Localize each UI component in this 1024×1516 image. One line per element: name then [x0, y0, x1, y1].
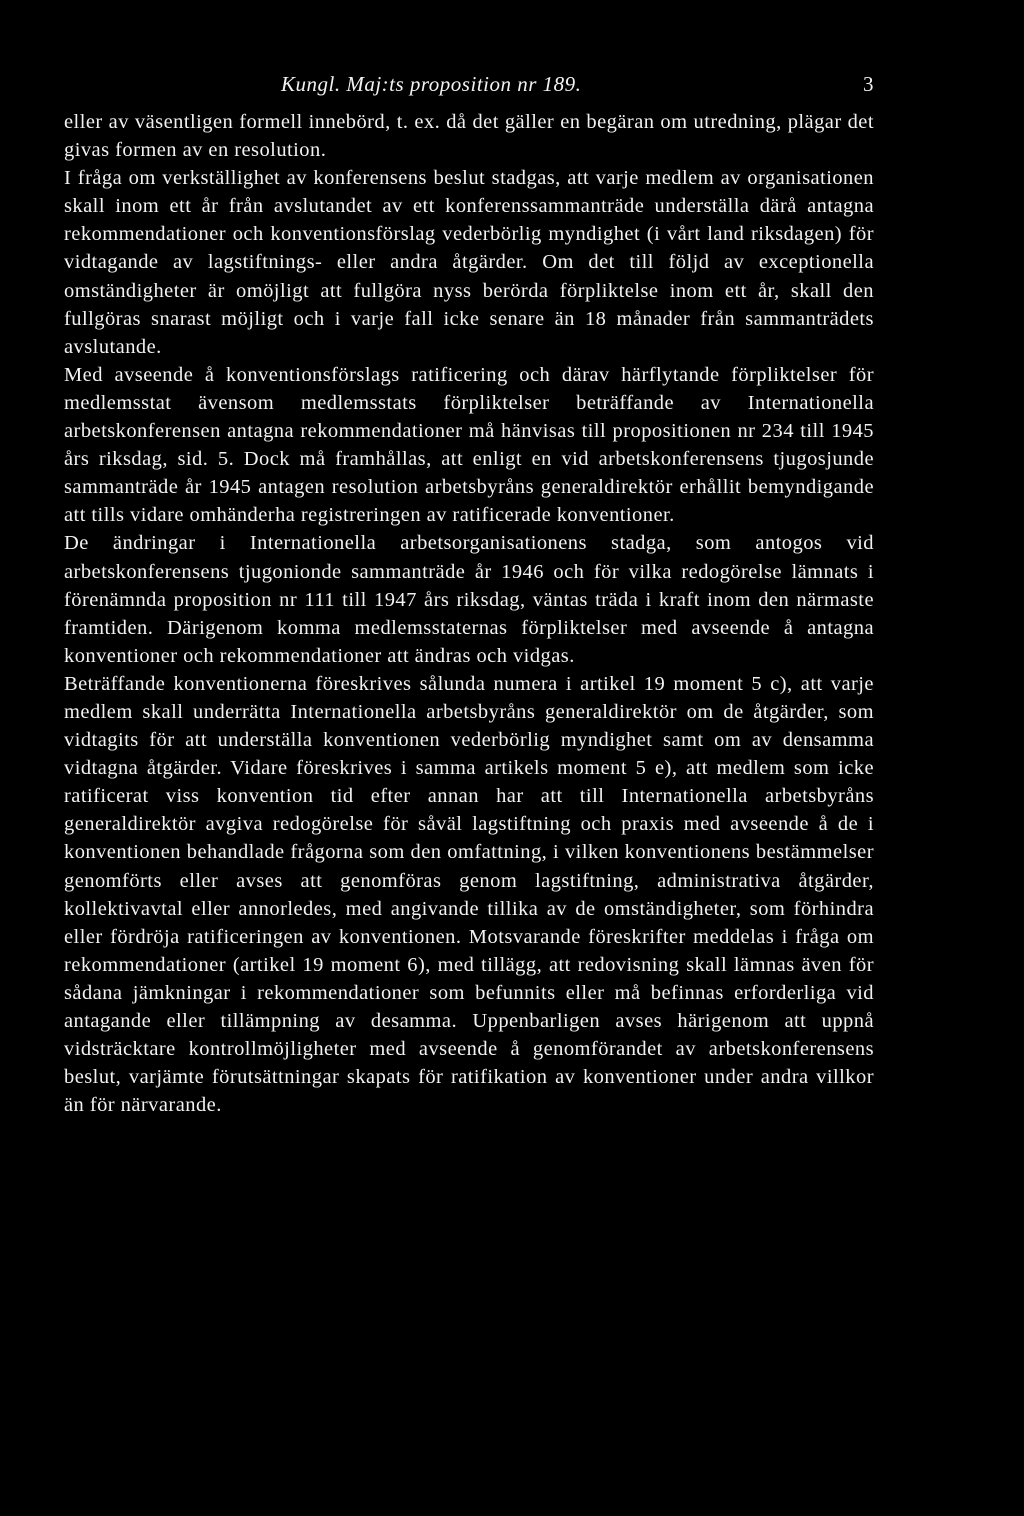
page-header [64, 72, 874, 108]
body-text [64, 108, 874, 1119]
paragraph-conventions: Beträffande konventionerna föreskrives sålunda numera i artikel 19 moment 5 c), att varje medlem skall underrätta Internationella arbetsbyråns generaldirektör om de åtgärder, som vidtagits för att underställa konventionen vederbörlig myndighet samt om av densamma vidtagna åtgärder. Vidare föreskrives i samma artikels moment 5 e), att medlem som icke ratificerat viss konvention tid efter annan har att till Internationella arbetsbyråns generaldirektör avgiva redogörelse för såväl lagstiftning och praxis med avseende å de i konventionen behandlade frågorna som den omfattning, i vilken konventionens bestämmelser genomförts eller avses att genomföras genom lagstiftning, administrativa åtgärder, kollektivavtal eller annorledes, med angivande tillika av de omständigheter, som förhindra eller fördröja ratificeringen av konventionen. Motsvarande föreskrifter meddelas i fråga om rekommendationer (artikel 19 moment 6), med tillägg, att redovisning skall lämnas även för sådana jämkningar i rekommendationer som befunnits eller må befinnas erforderliga vid antagande eller tillämpning av desamma. Uppenbarligen avses härigenom att uppnå vidsträcktare kontrollmöjligheter med avseende å genomförandet av arbetskonferensens beslut, varjämte förutsättningar skapats för ratifikation av konventioner under andra villkor än för närvarande. [64, 672, 874, 1117]
paragraph-ratification: Med avseende å konventionsförslags ratificering och därav härflytande förpliktelser för medlemsstat ävensom medlemsstats förpliktelser beträffande av Internationella arbetskonferensen antagna rekommendationer må hänvisas till propositionen nr 234 till 1945 års riksdag, sid. 5. Dock må framhållas, att enligt en vid arbetskonferensens tjugosjunde sammanträde år 1945 antagen resolution arbetsbyråns generaldirektör erhållit bemyndigande att tills vidare omhänderha registreringen av ratificerade konventioner. [64, 363, 874, 527]
page-number: 3 [863, 72, 874, 96]
document-page [64, 72, 874, 1119]
paragraph-continuation: eller av väsentligen formell innebörd, t. ex. då det gäller en begäran om utredning, plägar det givas formen av en resolution. [64, 111, 874, 162]
paragraph-amendments: De ändringar i Internationella arbetsorganisationens stadga, som antogos vid arbetskonferensens tjugonionde sammanträde år 1946 och för vilka redogörelse lämnats i förenämnda proposition nr 111 till 1947 års riksdag, väntas träda i kraft inom den närmaste framtiden. Därigenom komma medlemsstaternas förpliktelser med avseende å antagna konventioner och rekommendationer att ändras och vidgas. [64, 532, 874, 667]
running-title: Kungl. Maj:ts proposition nr 189. [281, 72, 582, 96]
paragraph-enforcement: I fråga om verkställighet av konferensens beslut stadgas, att varje medlem av organisationen skall inom ett år från avslutandet av ett konferenssammanträde underställa därå antagna rekommendationer och konventionsförslag vederbörlig myndighet (i vårt land riksdagen) för vidtagande av lagstiftnings- eller andra åtgärder. Om det till följd av exceptionella omständigheter är omöjligt att fullgöra nyss berörda förpliktelse inom ett år, skall den fullgöras snarast möjligt och i varje fall icke senare än 18 månader från sammanträdets avslutande. [64, 167, 874, 358]
